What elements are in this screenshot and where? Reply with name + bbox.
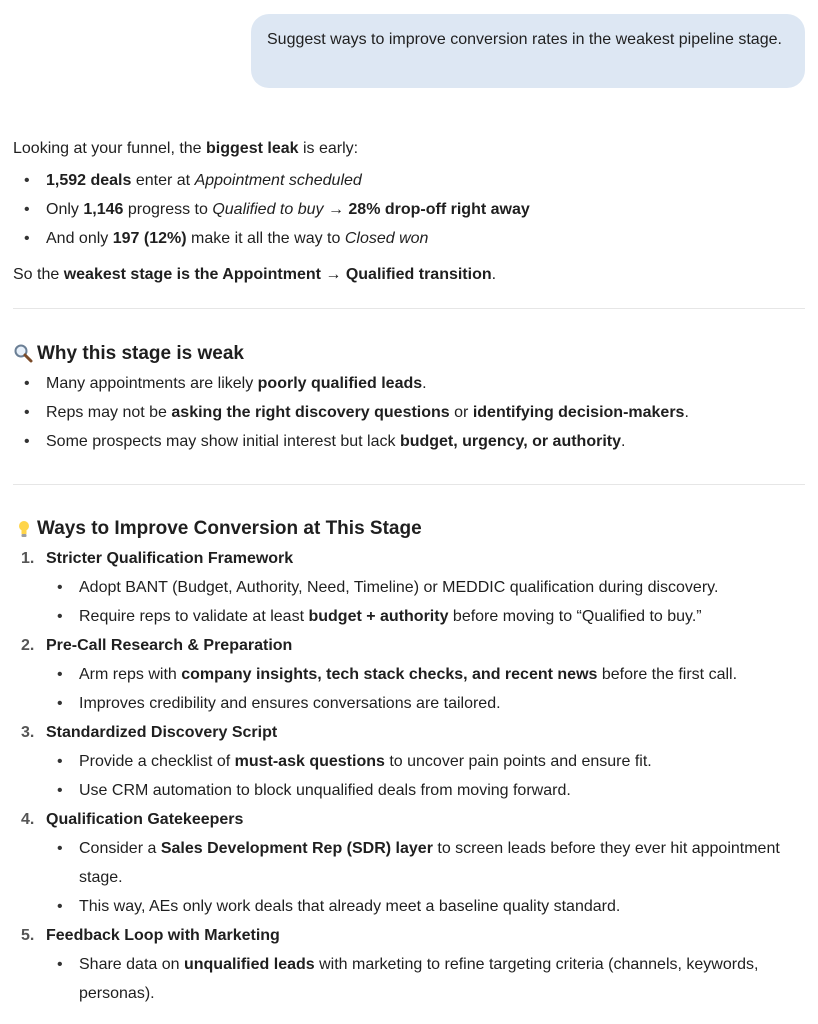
list-item: 1. Stricter Qualification Framework: [21, 550, 294, 567]
ways-title: Ways to Improve Conversion at This Stage: [37, 518, 422, 539]
list-item: • 1,592 deals enter at Appointment scheduled: [13, 166, 805, 195]
list-item: 4. Qualification Gatekeepers: [21, 811, 244, 828]
intro-text: Looking at your funnel, the: [13, 140, 207, 157]
list-item: • And only 197 (12%) make it all the way to Closed won: [13, 224, 805, 253]
ways-list: [13, 544, 805, 1008]
ways-heading: [13, 514, 805, 543]
list-item: • Only 1,146 progress to Qualified to buy → 28% drop-off right away: [13, 195, 805, 224]
why-heading: [13, 339, 805, 368]
list-item: 2. Pre-Call Research & Preparation: [21, 637, 293, 654]
list-item: • Consider a Sales Development Rep (SDR) layer to screen leads before they ever hit appointment stage.: [13, 834, 805, 892]
divider: [13, 484, 805, 485]
list-item: • Many appointments are likely poorly qualified leads.: [13, 369, 805, 398]
list-item: 5. Feedback Loop with Marketing: [21, 927, 280, 944]
list-item: • Improves credibility and ensures conversations are tailored.: [13, 689, 805, 718]
list-item: • Some prospects may show initial interest but lack budget, urgency, or authority.: [13, 427, 805, 456]
list-item: • Arm reps with company insights, tech stack checks, and recent news before the first call.: [13, 660, 805, 689]
list-item: • This way, AEs only work deals that already meet a baseline quality standard.: [13, 892, 805, 921]
list-item: • Adopt BANT (Budget, Authority, Need, Timeline) or MEDDIC qualification during discovery.: [13, 573, 805, 602]
assistant-response: [13, 134, 805, 1008]
lightbulb-icon: [13, 518, 35, 540]
intro-text: is early:: [298, 140, 359, 157]
conclusion-paragraph: So the weakest stage is the Appointment → Qualified transition.: [13, 266, 497, 283]
intro-paragraph: [13, 134, 805, 163]
list-item: • Share data on unqualified leads with marketing to refine targeting criteria (channels, keywords, personas).: [13, 950, 805, 1008]
intro-bold: biggest leak: [206, 140, 299, 157]
why-list: [13, 369, 805, 456]
funnel-list: [13, 166, 805, 253]
magnifier-icon: [13, 343, 35, 365]
user-message-bubble: [251, 14, 805, 88]
divider: [13, 308, 805, 309]
list-item: • Provide a checklist of must-ask questions to uncover pain points and ensure fit.: [13, 747, 805, 776]
list-item: • Require reps to validate at least budget + authority before moving to “Qualified to buy.”: [13, 602, 805, 631]
user-message-text: Suggest ways to improve conversion rates in the weakest pipeline stage.: [267, 31, 782, 48]
list-item: 3. Standardized Discovery Script: [21, 724, 278, 741]
list-item: • Use CRM automation to block unqualified deals from moving forward.: [13, 776, 805, 805]
why-title: Why this stage is weak: [37, 343, 244, 364]
list-item: • Reps may not be asking the right discovery questions or identifying decision-makers.: [13, 398, 805, 427]
